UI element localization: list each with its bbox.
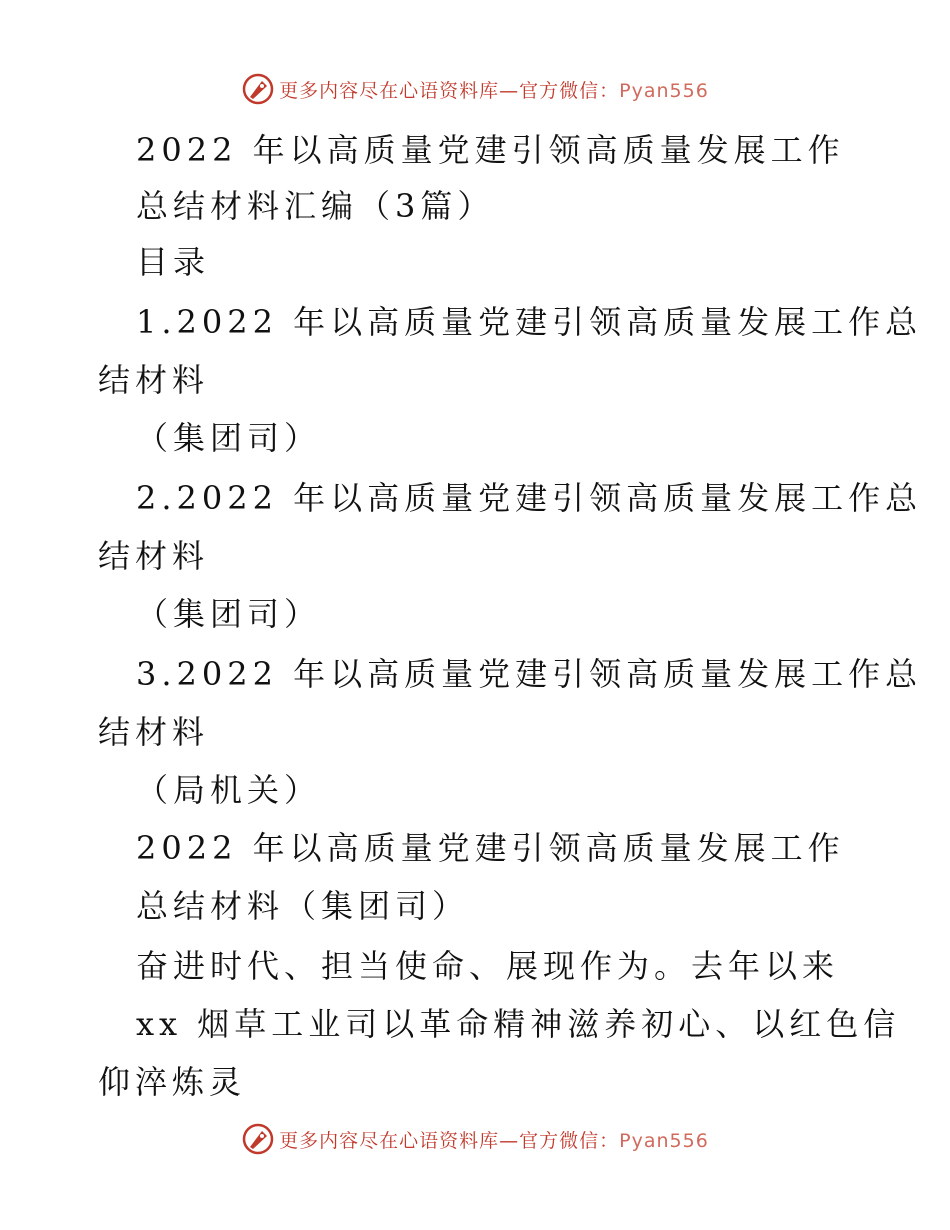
toc-item-3-line-1: 3.2022 年以高质量党建引领高质量发展工作总 (136, 655, 923, 693)
toc-item-1-line-2: 结材料 (98, 361, 210, 399)
doc-title-line-2: 总结材料汇编（3篇） (136, 187, 495, 225)
banner-text (279, 76, 709, 103)
toc-item-2-line-1: 2.2022 年以高质量党建引领高质量发展工作总 (136, 479, 923, 517)
header-banner (0, 72, 950, 106)
banner-wechat: Pyan556 (619, 79, 709, 102)
pen-nib-logo-icon (241, 72, 275, 106)
section-title-line-2: 总结材料（集团司） (136, 887, 470, 925)
toc-heading: 目录 (136, 243, 211, 281)
banner-label: 更多内容尽在心语资料库—官方微信： (279, 1129, 620, 1152)
banner-label: 更多内容尽在心语资料库—官方微信： (279, 79, 620, 102)
pen-nib-logo-icon (241, 1122, 275, 1156)
toc-item-3-line-2: 结材料 (98, 713, 210, 751)
banner-wechat: Pyan556 (619, 1129, 709, 1152)
toc-item-2-line-2: 结材料 (98, 537, 210, 575)
body-paragraph-line-1: 奋进时代、担当使命、展现作为。去年以来 (136, 947, 840, 985)
section-title-line-1: 2022 年以高质量党建引领高质量发展工作 (136, 829, 845, 867)
toc-item-3-line-3: （局机关） (136, 771, 322, 809)
toc-item-2-line-3: （集团司） (136, 595, 322, 633)
body-paragraph-line-3: 仰淬炼灵 (98, 1063, 247, 1101)
toc-item-1-line-1: 1.2022 年以高质量党建引领高质量发展工作总 (136, 303, 923, 341)
body-paragraph-line-2: xx 烟草工业司以革命精神滋养初心、以红色信 (136, 1005, 901, 1043)
banner-text (279, 1126, 709, 1153)
doc-title-line-1: 2022 年以高质量党建引领高质量发展工作 (136, 131, 845, 169)
toc-item-1-line-3: （集团司） (136, 419, 322, 457)
footer-banner (0, 1122, 950, 1156)
